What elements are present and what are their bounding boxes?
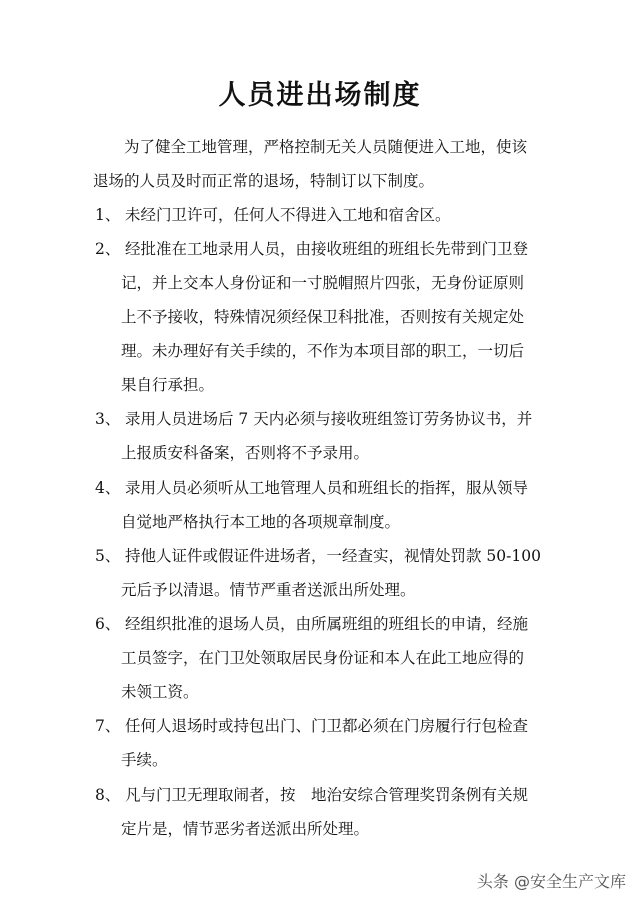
intro-line: 为了健全工地管理，严格控制无关人员随便进入工地，使该: [124, 138, 528, 156]
item-line: 工员签字，在门卫处领取居民身份证和本人在此工地应得的: [121, 649, 525, 667]
item-line: 未经门卫许可，任何人不得进入工地和宿舍区。: [125, 206, 451, 224]
page-title: 人员进出场制度: [218, 80, 422, 111]
item-line: 果自行承担。: [121, 376, 215, 394]
item-number: 5、: [95, 547, 121, 565]
item-number: 2、: [95, 240, 121, 258]
item-line: 未领工资。: [121, 683, 199, 701]
item-line: 理。未办理好有关手续的，不作为本项目部的职工，一切后: [121, 342, 525, 360]
item-number: 7、: [95, 717, 121, 735]
item-number: 6、: [95, 615, 121, 633]
item-line: 上不予接收，特殊情况须经保卫科批准，否则按有关规定处: [121, 308, 525, 326]
item-number: 4、: [95, 479, 121, 497]
item-line: 任何人退场时或持包出门、门卫都必须在门房履行行包检查: [125, 717, 529, 735]
item-line: 持他人证件或假证件进场者，一经查实，视情处罚款 50-100: [125, 547, 541, 565]
item-line: 定片是，情节恶劣者送派出所处理。: [121, 820, 370, 838]
item-number: 1、: [95, 206, 121, 224]
item-line: 自觉地严格执行本工地的各项规章制度。: [121, 513, 401, 531]
intro-line: 退场的人员及时而正常的退场，特制订以下制度。: [93, 172, 435, 190]
item-line: 手续。: [121, 751, 168, 769]
item-line: 录用人员进场后 7 天内必须与接收班组签订劳务协议书，并: [125, 410, 533, 428]
item-line: 元后予以清退。情节严重者送派出所处理。: [121, 581, 416, 599]
item-line: 凡与门卫无理取闹者，按 地治安综合管理奖罚条例有关规: [125, 786, 529, 804]
item-line: 经组织批准的退场人员，由所属班组的班组长的申请，经施: [125, 615, 529, 633]
item-line: 录用人员必须听从工地管理人员和班组长的指挥，服从领导: [125, 479, 529, 497]
item-line: 记，并上交本人身份证和一寸脱帽照片四张，无身份证原则: [121, 274, 525, 292]
item-line: 经批准在工地录用人员，由接收班组的班组长先带到门卫登: [125, 240, 529, 258]
source-watermark: 头条 @安全生产文库: [476, 872, 626, 891]
item-number: 3、: [95, 410, 121, 428]
item-number: 8、: [95, 786, 121, 804]
item-line: 上报质安科备案，否则将不予录用。: [121, 444, 370, 462]
